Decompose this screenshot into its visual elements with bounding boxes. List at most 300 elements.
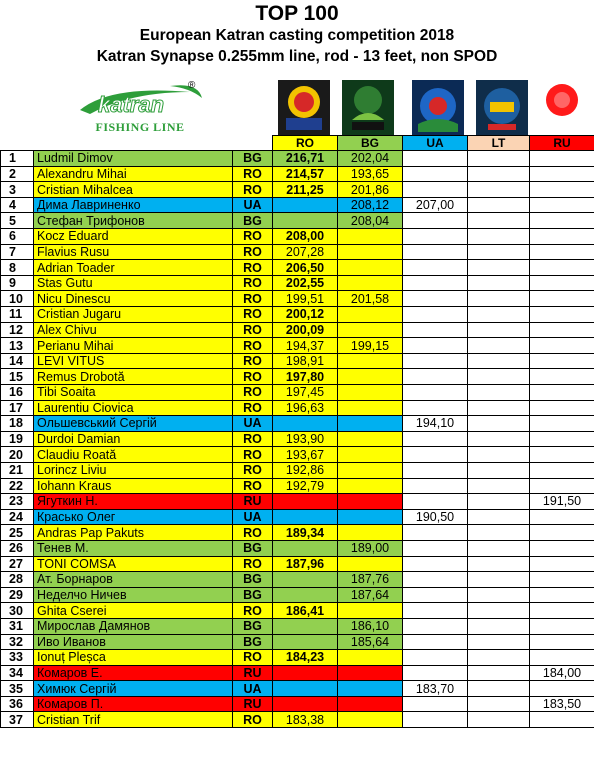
score-bg (338, 275, 403, 291)
score-bg (338, 525, 403, 541)
score-lt (468, 556, 530, 572)
sibiu-cup-logo-icon (278, 80, 330, 136)
score-ro: 192,79 (273, 478, 338, 494)
score-ua (403, 353, 468, 369)
svg-text:katran: katran (98, 92, 165, 117)
table-row (1, 712, 594, 728)
score-ro: 200,12 (273, 307, 338, 323)
page-title: TOP 100 (255, 2, 339, 25)
competitor-name: Химюк Сергій (34, 681, 233, 697)
country-code: RO (233, 182, 273, 198)
rank-number: 24 (1, 509, 34, 525)
score-ro (273, 681, 338, 697)
score-ru (530, 213, 594, 229)
score-bg (338, 353, 403, 369)
rank-number: 13 (1, 338, 34, 354)
score-ro: 193,67 (273, 447, 338, 463)
rank-number: 12 (1, 322, 34, 338)
score-ro: 206,50 (273, 260, 338, 276)
score-bg (338, 307, 403, 323)
table-row (1, 291, 594, 307)
table-row (1, 322, 594, 338)
score-ua (403, 665, 468, 681)
score-lt (468, 540, 530, 556)
rank-number: 35 (1, 681, 34, 697)
country-code: RO (233, 338, 273, 354)
score-lt (468, 634, 530, 650)
sliven-cup-logo-icon (342, 80, 394, 136)
table-row (1, 275, 594, 291)
country-code: UA (233, 509, 273, 525)
score-lt (468, 385, 530, 401)
score-lt (468, 197, 530, 213)
competitor-name: Cristian Jugaru (34, 307, 233, 323)
score-ro: 196,63 (273, 400, 338, 416)
score-ua (403, 385, 468, 401)
score-bg: 208,04 (338, 213, 403, 229)
competitor-name: LEVI VITUS (34, 353, 233, 369)
score-ua (403, 494, 468, 510)
competitor-name: Ionuț Pleșca (34, 650, 233, 666)
score-lt (468, 400, 530, 416)
score-ro: 207,28 (273, 244, 338, 260)
score-ru (530, 166, 594, 182)
country-code: RO (233, 307, 273, 323)
rank-number: 6 (1, 229, 34, 245)
competitor-name: Ghita Cserei (34, 603, 233, 619)
score-ua: 207,00 (403, 197, 468, 213)
country-code: RO (233, 229, 273, 245)
ukraine-cup-logo-icon (412, 80, 464, 136)
table-row (1, 244, 594, 260)
rank-number: 31 (1, 618, 34, 634)
score-lt (468, 182, 530, 198)
score-lt (468, 307, 530, 323)
score-ua: 190,50 (403, 509, 468, 525)
competitor-name: Иво Иванов (34, 634, 233, 650)
score-ru (530, 634, 594, 650)
country-code: RO (233, 525, 273, 541)
table-row (1, 416, 594, 432)
score-bg (338, 244, 403, 260)
table-row (1, 462, 594, 478)
score-ru (530, 197, 594, 213)
score-ua (403, 587, 468, 603)
competitor-name: Ат. Борнаров (34, 572, 233, 588)
country-code: BG (233, 213, 273, 229)
score-ru (530, 681, 594, 697)
score-ro: 184,23 (273, 650, 338, 666)
rank-number: 15 (1, 369, 34, 385)
country-code: RO (233, 478, 273, 494)
country-code: RO (233, 353, 273, 369)
score-ro: 214,57 (273, 166, 338, 182)
lithuania-cup-logo-icon (476, 80, 528, 136)
rank-number: 9 (1, 275, 34, 291)
table-row (1, 307, 594, 323)
table-row (1, 338, 594, 354)
score-lt (468, 572, 530, 588)
score-ru (530, 556, 594, 572)
score-ro: 189,34 (273, 525, 338, 541)
competitor-name: Kocz Eduard (34, 229, 233, 245)
country-code: RO (233, 244, 273, 260)
score-bg: 187,76 (338, 572, 403, 588)
competitor-name: Stas Gutu (34, 275, 233, 291)
competitor-name: Perianu Mihai (34, 338, 233, 354)
score-ro (273, 509, 338, 525)
score-lt (468, 494, 530, 510)
score-lt (468, 696, 530, 712)
table-row (1, 587, 594, 603)
competitor-name: Durdoi Damian (34, 431, 233, 447)
country-code: RO (233, 385, 273, 401)
score-bg (338, 509, 403, 525)
score-ru (530, 244, 594, 260)
rank-number: 29 (1, 587, 34, 603)
score-ua (403, 369, 468, 385)
score-bg (338, 665, 403, 681)
score-lt (468, 151, 530, 167)
score-ro: 197,45 (273, 385, 338, 401)
score-bg (338, 416, 403, 432)
score-ru (530, 182, 594, 198)
score-bg: 201,58 (338, 291, 403, 307)
score-lt (468, 478, 530, 494)
competitor-name: Дима Лавриненко (34, 197, 233, 213)
score-ru (530, 509, 594, 525)
country-code: RO (233, 431, 273, 447)
country-code: RO (233, 603, 273, 619)
competitor-name: Неделчо Ничев (34, 587, 233, 603)
score-ua (403, 307, 468, 323)
rank-number: 11 (1, 307, 34, 323)
score-ro (273, 587, 338, 603)
score-ru (530, 275, 594, 291)
score-ro: 194,37 (273, 338, 338, 354)
country-code: BG (233, 540, 273, 556)
competitor-name: TONI COMSA (34, 556, 233, 572)
score-lt (468, 369, 530, 385)
score-bg (338, 462, 403, 478)
country-code: RO (233, 166, 273, 182)
score-bg (338, 385, 403, 401)
score-ro (273, 572, 338, 588)
score-ru (530, 291, 594, 307)
score-ua: 183,70 (403, 681, 468, 697)
country-code: BG (233, 587, 273, 603)
country-code: RO (233, 447, 273, 463)
rank-number: 5 (1, 213, 34, 229)
table-row (1, 151, 594, 167)
column-header-ro: RO (273, 136, 338, 151)
score-ua (403, 556, 468, 572)
score-bg (338, 369, 403, 385)
table-row (1, 665, 594, 681)
competitor-name: Tibi Soaita (34, 385, 233, 401)
rank-number: 37 (1, 712, 34, 728)
score-ro: 186,41 (273, 603, 338, 619)
score-bg (338, 650, 403, 666)
country-code: RO (233, 462, 273, 478)
score-ro: 198,91 (273, 353, 338, 369)
competitor-name: Claudiu Roată (34, 447, 233, 463)
rank-number: 18 (1, 416, 34, 432)
score-lt (468, 338, 530, 354)
score-lt (468, 291, 530, 307)
score-bg (338, 322, 403, 338)
column-header-bg: BG (338, 136, 403, 151)
score-bg (338, 681, 403, 697)
table-row (1, 447, 594, 463)
competitor-name: Alex Chivu (34, 322, 233, 338)
country-code: RO (233, 650, 273, 666)
table-row (1, 400, 594, 416)
score-ru (530, 369, 594, 385)
score-lt (468, 525, 530, 541)
score-ru (530, 650, 594, 666)
competitor-name: Iohann Kraus (34, 478, 233, 494)
rank-number: 21 (1, 462, 34, 478)
score-ro (273, 213, 338, 229)
table-row (1, 431, 594, 447)
score-lt (468, 587, 530, 603)
table-row (1, 540, 594, 556)
score-ru (530, 447, 594, 463)
rank-number: 1 (1, 151, 34, 167)
score-bg: 187,64 (338, 587, 403, 603)
score-bg: 208,12 (338, 197, 403, 213)
score-ro: 208,00 (273, 229, 338, 245)
table-row (1, 197, 594, 213)
column-header-ru: RU (530, 136, 594, 151)
competitor-name: Ягуткин Н. (34, 494, 233, 510)
score-ru (530, 416, 594, 432)
rank-number: 19 (1, 431, 34, 447)
table-row (1, 556, 594, 572)
score-ro: 192,86 (273, 462, 338, 478)
score-ua (403, 229, 468, 245)
competitor-name: Ludmil Dimov (34, 151, 233, 167)
score-bg: 185,64 (338, 634, 403, 650)
score-ru (530, 431, 594, 447)
score-lt (468, 712, 530, 728)
score-lt (468, 681, 530, 697)
score-ro: 183,38 (273, 712, 338, 728)
competitor-name: Комаров Е. (34, 665, 233, 681)
rank-number: 16 (1, 385, 34, 401)
score-ru (530, 462, 594, 478)
score-ro (273, 665, 338, 681)
country-code: RO (233, 369, 273, 385)
table-row (1, 603, 594, 619)
score-ua (403, 151, 468, 167)
competitor-name: Cristian Trif (34, 712, 233, 728)
country-code: RO (233, 712, 273, 728)
score-ua (403, 166, 468, 182)
score-ru (530, 525, 594, 541)
table-row (1, 650, 594, 666)
score-bg (338, 603, 403, 619)
competitor-name: Комаров П. (34, 696, 233, 712)
table-row (1, 509, 594, 525)
score-ru (530, 229, 594, 245)
score-bg (338, 696, 403, 712)
table-header-row (1, 136, 594, 151)
country-code: RU (233, 665, 273, 681)
country-code: RO (233, 291, 273, 307)
score-ua (403, 322, 468, 338)
column-header-lt: LT (468, 136, 530, 151)
score-ru (530, 712, 594, 728)
country-code: RO (233, 400, 273, 416)
country-code: RO (233, 556, 273, 572)
score-ua (403, 182, 468, 198)
score-ua (403, 525, 468, 541)
country-code: RO (233, 322, 273, 338)
score-ua (403, 431, 468, 447)
table-row (1, 494, 594, 510)
rank-number: 7 (1, 244, 34, 260)
score-lt (468, 213, 530, 229)
score-ru (530, 322, 594, 338)
score-lt (468, 447, 530, 463)
score-ua (403, 260, 468, 276)
score-ua (403, 400, 468, 416)
country-code: UA (233, 416, 273, 432)
competitor-name: Тенев М. (34, 540, 233, 556)
score-ua (403, 478, 468, 494)
score-ua (403, 540, 468, 556)
score-lt (468, 244, 530, 260)
table-row (1, 166, 594, 182)
score-ro (273, 634, 338, 650)
table-row (1, 182, 594, 198)
rank-number: 17 (1, 400, 34, 416)
table-row (1, 696, 594, 712)
rank-number: 28 (1, 572, 34, 588)
score-lt (468, 462, 530, 478)
table-row (1, 618, 594, 634)
score-ua (403, 712, 468, 728)
rank-number: 25 (1, 525, 34, 541)
score-ro: 200,09 (273, 322, 338, 338)
score-bg (338, 494, 403, 510)
score-ru (530, 603, 594, 619)
country-code: RO (233, 260, 273, 276)
score-ua (403, 291, 468, 307)
score-bg (338, 556, 403, 572)
score-ro: 211,25 (273, 182, 338, 198)
header (0, 0, 594, 152)
score-ru: 183,50 (530, 696, 594, 712)
score-ru (530, 353, 594, 369)
score-lt (468, 431, 530, 447)
score-lt (468, 322, 530, 338)
rank-number: 14 (1, 353, 34, 369)
score-ua (403, 338, 468, 354)
score-lt (468, 650, 530, 666)
score-bg: 201,86 (338, 182, 403, 198)
competitor-name: Ольшевський Сергій (34, 416, 233, 432)
competitor-name: Красько Олег (34, 509, 233, 525)
score-ua (403, 462, 468, 478)
page-subtitle: European Katran casting competition 2018 (139, 27, 455, 44)
rank-number: 2 (1, 166, 34, 182)
score-bg (338, 478, 403, 494)
score-ua: 194,10 (403, 416, 468, 432)
header-spacer (1, 136, 34, 151)
score-ua (403, 275, 468, 291)
rank-number: 4 (1, 197, 34, 213)
country-code: BG (233, 634, 273, 650)
country-code: UA (233, 197, 273, 213)
score-bg: 189,00 (338, 540, 403, 556)
table-row (1, 353, 594, 369)
score-ru: 184,00 (530, 665, 594, 681)
competitor-name: Adrian Toader (34, 260, 233, 276)
score-ro: 216,71 (273, 151, 338, 167)
competitor-name: Flavius Rusu (34, 244, 233, 260)
score-ru (530, 338, 594, 354)
score-ua (403, 572, 468, 588)
column-header-ua: UA (403, 136, 468, 151)
score-ru (530, 540, 594, 556)
rank-number: 10 (1, 291, 34, 307)
country-code: UA (233, 681, 273, 697)
rank-number: 22 (1, 478, 34, 494)
competitor-name: Andras Pap Pakuts (34, 525, 233, 541)
rank-number: 23 (1, 494, 34, 510)
score-ro (273, 618, 338, 634)
score-ua (403, 447, 468, 463)
score-ro (273, 494, 338, 510)
rank-number: 36 (1, 696, 34, 712)
competitor-name: Remus Drobotă (34, 369, 233, 385)
rank-number: 20 (1, 447, 34, 463)
score-ro: 187,96 (273, 556, 338, 572)
score-ro (273, 416, 338, 432)
competitor-name: Laurentiu Ciovica (34, 400, 233, 416)
score-ru: 191,50 (530, 494, 594, 510)
score-ru (530, 307, 594, 323)
score-lt (468, 353, 530, 369)
score-ua (403, 244, 468, 260)
score-ro: 202,55 (273, 275, 338, 291)
score-ua (403, 634, 468, 650)
registered-mark: ® (188, 80, 196, 91)
page-description: Katran Synapse 0.255mm line, rod - 13 feet, non SPOD (96, 48, 498, 65)
score-bg (338, 712, 403, 728)
country-code: RU (233, 696, 273, 712)
score-ru (530, 400, 594, 416)
score-bg (338, 229, 403, 245)
table-row (1, 572, 594, 588)
score-bg (338, 447, 403, 463)
score-bg: 199,15 (338, 338, 403, 354)
competitor-name: Nicu Dinescu (34, 291, 233, 307)
table-row (1, 525, 594, 541)
score-ro: 193,90 (273, 431, 338, 447)
country-code: BG (233, 572, 273, 588)
score-ua (403, 696, 468, 712)
score-lt (468, 229, 530, 245)
competitor-name: Alexandru Mihai (34, 166, 233, 182)
score-ru (530, 572, 594, 588)
score-lt (468, 260, 530, 276)
score-bg (338, 400, 403, 416)
score-ru (530, 478, 594, 494)
